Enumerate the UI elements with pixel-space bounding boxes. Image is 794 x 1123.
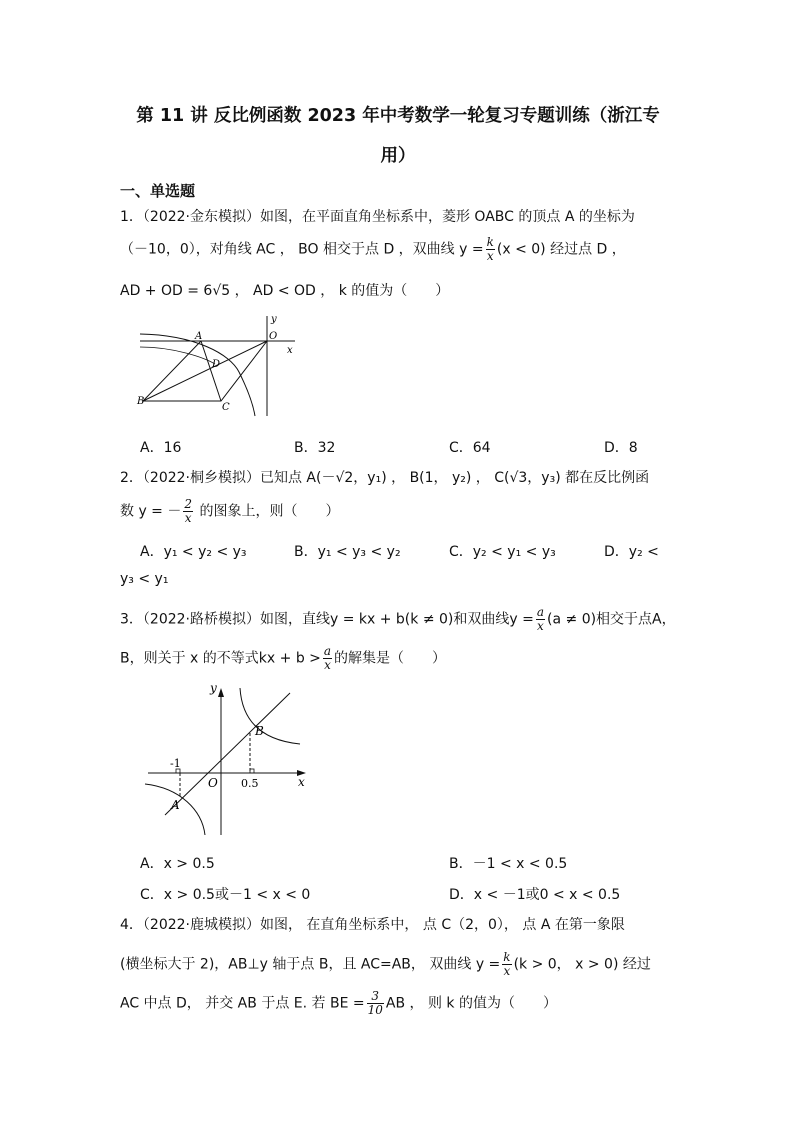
q1-label-o: O bbox=[269, 331, 278, 342]
q4-line-2-a: (横坐标大于 2)，AB⊥y 轴于点 B，且 AC=AB， 双曲线 y = bbox=[120, 956, 501, 973]
q4-line-2-b: (k > 0， x > 0) 经过 bbox=[513, 956, 651, 973]
q1-option-b: B．32 bbox=[294, 440, 336, 456]
q2-option-b: B．y₁ < y₃ < y₂ bbox=[294, 544, 401, 560]
q3-y-arrow bbox=[218, 688, 224, 697]
q3-line-2 bbox=[120, 645, 446, 672]
q4-frac2-num: 3 bbox=[367, 990, 384, 1004]
q3-line-2-b: 的解集是（ ） bbox=[334, 650, 447, 667]
q3-frac1-num: a bbox=[536, 605, 545, 619]
q1-label-a: A bbox=[195, 331, 203, 342]
q1-line-3: AD + OD = 6√5 ， AD < OD ， k 的值为（ ） bbox=[120, 283, 450, 299]
q1-label-y: y bbox=[271, 314, 277, 325]
q3-label-a: A bbox=[171, 798, 180, 812]
q3-hyperbola-1 bbox=[240, 688, 300, 744]
q3-label-05: 0.5 bbox=[241, 777, 259, 790]
q1-option-d: D．8 bbox=[604, 440, 638, 456]
q3-fraction-1 bbox=[536, 606, 545, 633]
q3-frac1-den: x bbox=[537, 619, 544, 633]
q3-line-2-a: B，则关于 x 的不等式kx + b > bbox=[120, 650, 321, 667]
q3-right-angle-b bbox=[250, 769, 254, 773]
q4-line-3-b: AB ， 则 k 的值为（ ） bbox=[385, 995, 557, 1012]
q2-option-a: A．y₁ < y₂ < y₃ bbox=[140, 544, 247, 560]
q3-option-d: D．x < －1或0 < x < 0.5 bbox=[449, 887, 621, 903]
q3-line-1-a: 3．（2022·路桥模拟）如图，直线y = kx + b(k ≠ 0)和双曲线y = bbox=[120, 611, 534, 628]
q2-option-c: C．y₂ < y₁ < y₃ bbox=[449, 544, 556, 560]
title-line-1: 第 11 讲 反比例函数 2023 年中考数学一轮复习专题训练（浙江专 bbox=[136, 106, 660, 126]
title-line-2: 用） bbox=[380, 146, 416, 166]
q4-line-2 bbox=[120, 951, 651, 978]
q3-line bbox=[165, 693, 290, 815]
q1-line-2-b: (x < 0) 经过点 D ， bbox=[496, 241, 626, 258]
q4-frac-num: k bbox=[503, 950, 511, 964]
section-heading: 一、单选题 bbox=[120, 182, 196, 200]
q1-option-c: C．64 bbox=[449, 440, 491, 456]
q1-line-2 bbox=[120, 236, 626, 263]
q4-line-1: 4．（2022·鹿城模拟）如图， 在直角坐标系中， 点 C（2，0）， 点 A 在第一象限 bbox=[120, 917, 625, 933]
q2-line-2 bbox=[120, 498, 339, 525]
q3-option-b: B．－1 < x < 0.5 bbox=[449, 856, 568, 872]
q4-frac2-den: 10 bbox=[367, 1003, 383, 1017]
q2-option-d-wrap: y₃ < y₁ bbox=[120, 571, 169, 587]
q3-label-y: y bbox=[210, 681, 217, 695]
q3-line-1-b: (a ≠ 0)相交于点A， bbox=[547, 611, 676, 628]
q3-label-minus1: -1 bbox=[170, 757, 181, 770]
q1-line-2-a: （－10，0），对角线 AC ， BO 相交于点 D ，双曲线 y = bbox=[120, 241, 484, 258]
q4-fraction-2 bbox=[367, 990, 384, 1017]
q3-option-c: C．x > 0.5或－1 < x < 0 bbox=[140, 887, 311, 903]
q3-label-x: x bbox=[298, 775, 305, 789]
q3-figure bbox=[140, 680, 315, 840]
q4-fraction bbox=[502, 951, 511, 978]
page-title bbox=[118, 96, 678, 176]
q1-option-a: A．16 bbox=[140, 440, 182, 456]
q1-label-x: x bbox=[287, 345, 293, 356]
q3-frac2-den: x bbox=[324, 658, 331, 672]
q1-line-1: 1．（2022·金东模拟）如图，在平面直角坐标系中，菱形 OABC 的顶点 A 的坐标为 bbox=[120, 209, 635, 225]
q4-line-3-a: AC 中点 D， 并交 AB 于点 E. 若 BE = bbox=[120, 995, 365, 1012]
q1-fraction bbox=[486, 236, 495, 263]
q2-frac-den: x bbox=[184, 511, 192, 525]
q2-option-d: D．y₂ < bbox=[604, 544, 659, 560]
q1-label-d: D bbox=[212, 359, 221, 370]
q3-line-1 bbox=[120, 606, 676, 633]
q2-line-2-a: 数 y = － bbox=[120, 503, 182, 520]
q1-label-b: B bbox=[137, 396, 145, 407]
q2-line-1: 2．（2022·桐乡模拟）已知点 A(－√2，y₁) ， B(1， y₂) ， C(√3，y₃) 都在反比例函 bbox=[120, 470, 650, 486]
q3-fraction-2 bbox=[323, 645, 332, 672]
q3-frac2-num: a bbox=[323, 644, 332, 658]
q1-frac-num: k bbox=[486, 235, 494, 249]
q1-frac-den: x bbox=[486, 249, 494, 263]
q3-option-a: A．x > 0.5 bbox=[140, 856, 215, 872]
q2-fraction bbox=[183, 498, 193, 525]
q3-label-b: B bbox=[255, 724, 264, 738]
q4-frac-den: x bbox=[503, 964, 511, 978]
q4-line-3 bbox=[120, 990, 557, 1017]
q1-label-c: C bbox=[222, 402, 230, 413]
q2-frac-num: 2 bbox=[184, 497, 193, 511]
q3-label-o: O bbox=[208, 776, 218, 790]
q2-line-2-b: 的图象上，则（ ） bbox=[195, 503, 340, 520]
q1-figure bbox=[135, 312, 305, 420]
